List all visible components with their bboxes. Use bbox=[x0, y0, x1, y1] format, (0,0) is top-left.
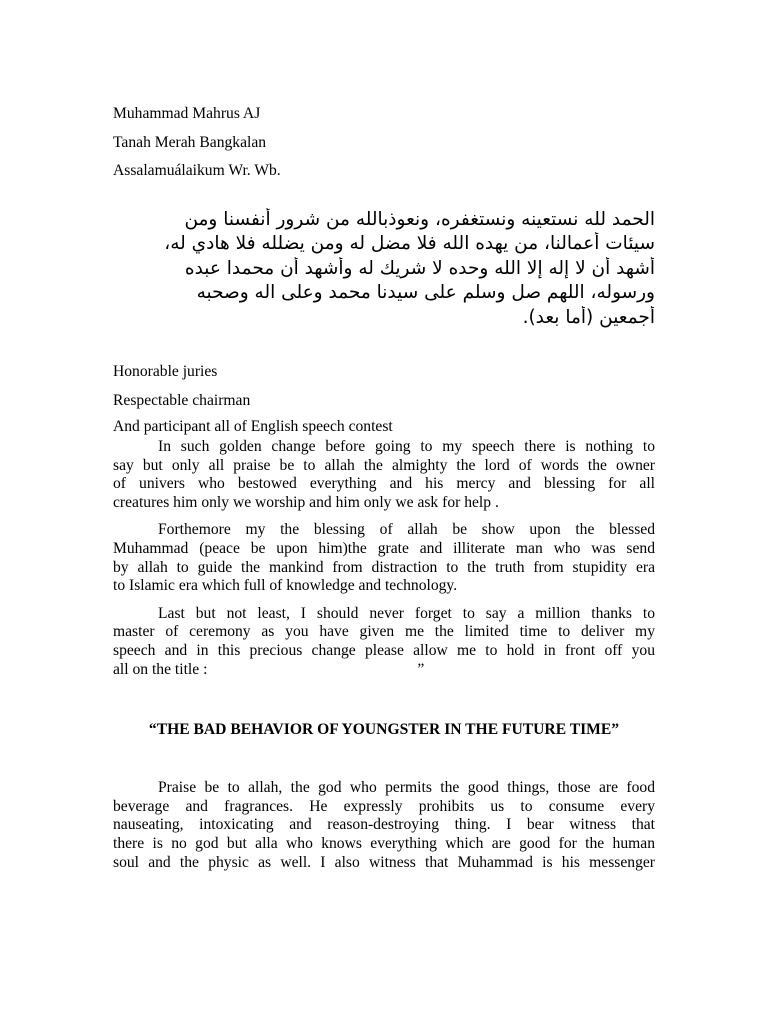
paragraph-line: to Islamic era which full of knowledge and technology. bbox=[113, 577, 458, 595]
paragraph-line: nauseating, intoxicating and reason-destroying thing. I bear witness that bbox=[113, 816, 655, 834]
paragraph-line: speech and in this precious change please allow me to hold in front off you bbox=[113, 641, 655, 659]
arabic-line: أجمعين (أما بعد). bbox=[522, 306, 655, 328]
paragraph-line: say but only all praise be to allah the almighty the lord of words the owner bbox=[113, 456, 655, 474]
salutation-line: Honorable juries bbox=[113, 363, 218, 380]
greeting: Assalamuálaikum Wr. Wb. bbox=[113, 162, 281, 179]
author-place: Tanah Merah Bangkalan bbox=[113, 133, 267, 151]
paragraph-thanks bbox=[113, 605, 655, 679]
paragraph-line: Muhammad (peace be upon him)the grate and illiterate man who was send bbox=[113, 539, 655, 557]
title-intro: all on the title : bbox=[113, 660, 208, 678]
arabic-opening bbox=[113, 208, 655, 331]
closing-quote-mark: ” bbox=[417, 660, 425, 678]
paragraph-line: soul and the physic as well. I also witness that Muhammad is his messenger bbox=[113, 853, 655, 871]
paragraph-line bbox=[113, 661, 655, 680]
document-page bbox=[113, 100, 655, 872]
paragraph-line: by allah to guide the mankind from distraction to the truth from stupidity era bbox=[113, 558, 655, 576]
paragraph-line: Last but not least, I should never forget to say a million thanks to bbox=[158, 604, 655, 622]
paragraph-blessing bbox=[113, 521, 655, 595]
salutation-line: And participant all of English speech contest bbox=[113, 418, 393, 435]
arabic-line: أشهد أن لا إله إلا الله وحده لا شريك له وأشهد أن محمدا عبده bbox=[184, 257, 655, 279]
paragraph-line: beverage and fragrances. He expressly prohibits us to consume every bbox=[113, 797, 655, 815]
paragraph-line: In such golden change before going to my speech there is nothing to bbox=[158, 438, 655, 455]
paragraph-line: Praise be to allah, the god who permits the good things, those are food bbox=[158, 779, 655, 797]
paragraph-line: of univers who bestowed everything and his mercy and blessing for all bbox=[113, 475, 655, 493]
salutation-line: Respectable chairman bbox=[113, 391, 251, 409]
spacer bbox=[113, 330, 655, 358]
speech-title: “THE BAD BEHAVIOR OF YOUNGSTER IN THE FUTURE TIME” bbox=[148, 721, 620, 739]
paragraph-line: creatures him only we worship and him only we ask for help . bbox=[113, 493, 499, 511]
arabic-line: الحمد لله نستعينه ونستغفره، ونعوذبالله من شرور أنفسنا ومن bbox=[184, 208, 655, 230]
arabic-line: سيئات أعمالنا، من يهده الله فلا مضل له ومن يضلله فلا هادي له، bbox=[164, 233, 655, 254]
paragraph-opening bbox=[113, 438, 655, 512]
paragraph-speech bbox=[113, 779, 655, 872]
arabic-line: ورسوله، اللهم صل وسلم على سيدنا محمد وعلى اله وصحبه bbox=[196, 282, 655, 303]
paragraph-line: master of ceremony as you have given me the limited time to deliver my bbox=[113, 623, 655, 641]
author-name: Muhammad Mahrus AJ bbox=[113, 105, 261, 122]
paragraph-line: Forthemore my the blessing of allah be show upon the blessed bbox=[158, 521, 655, 539]
paragraph-line: there is no god but alla who knows everything which are good for the human bbox=[113, 834, 655, 852]
